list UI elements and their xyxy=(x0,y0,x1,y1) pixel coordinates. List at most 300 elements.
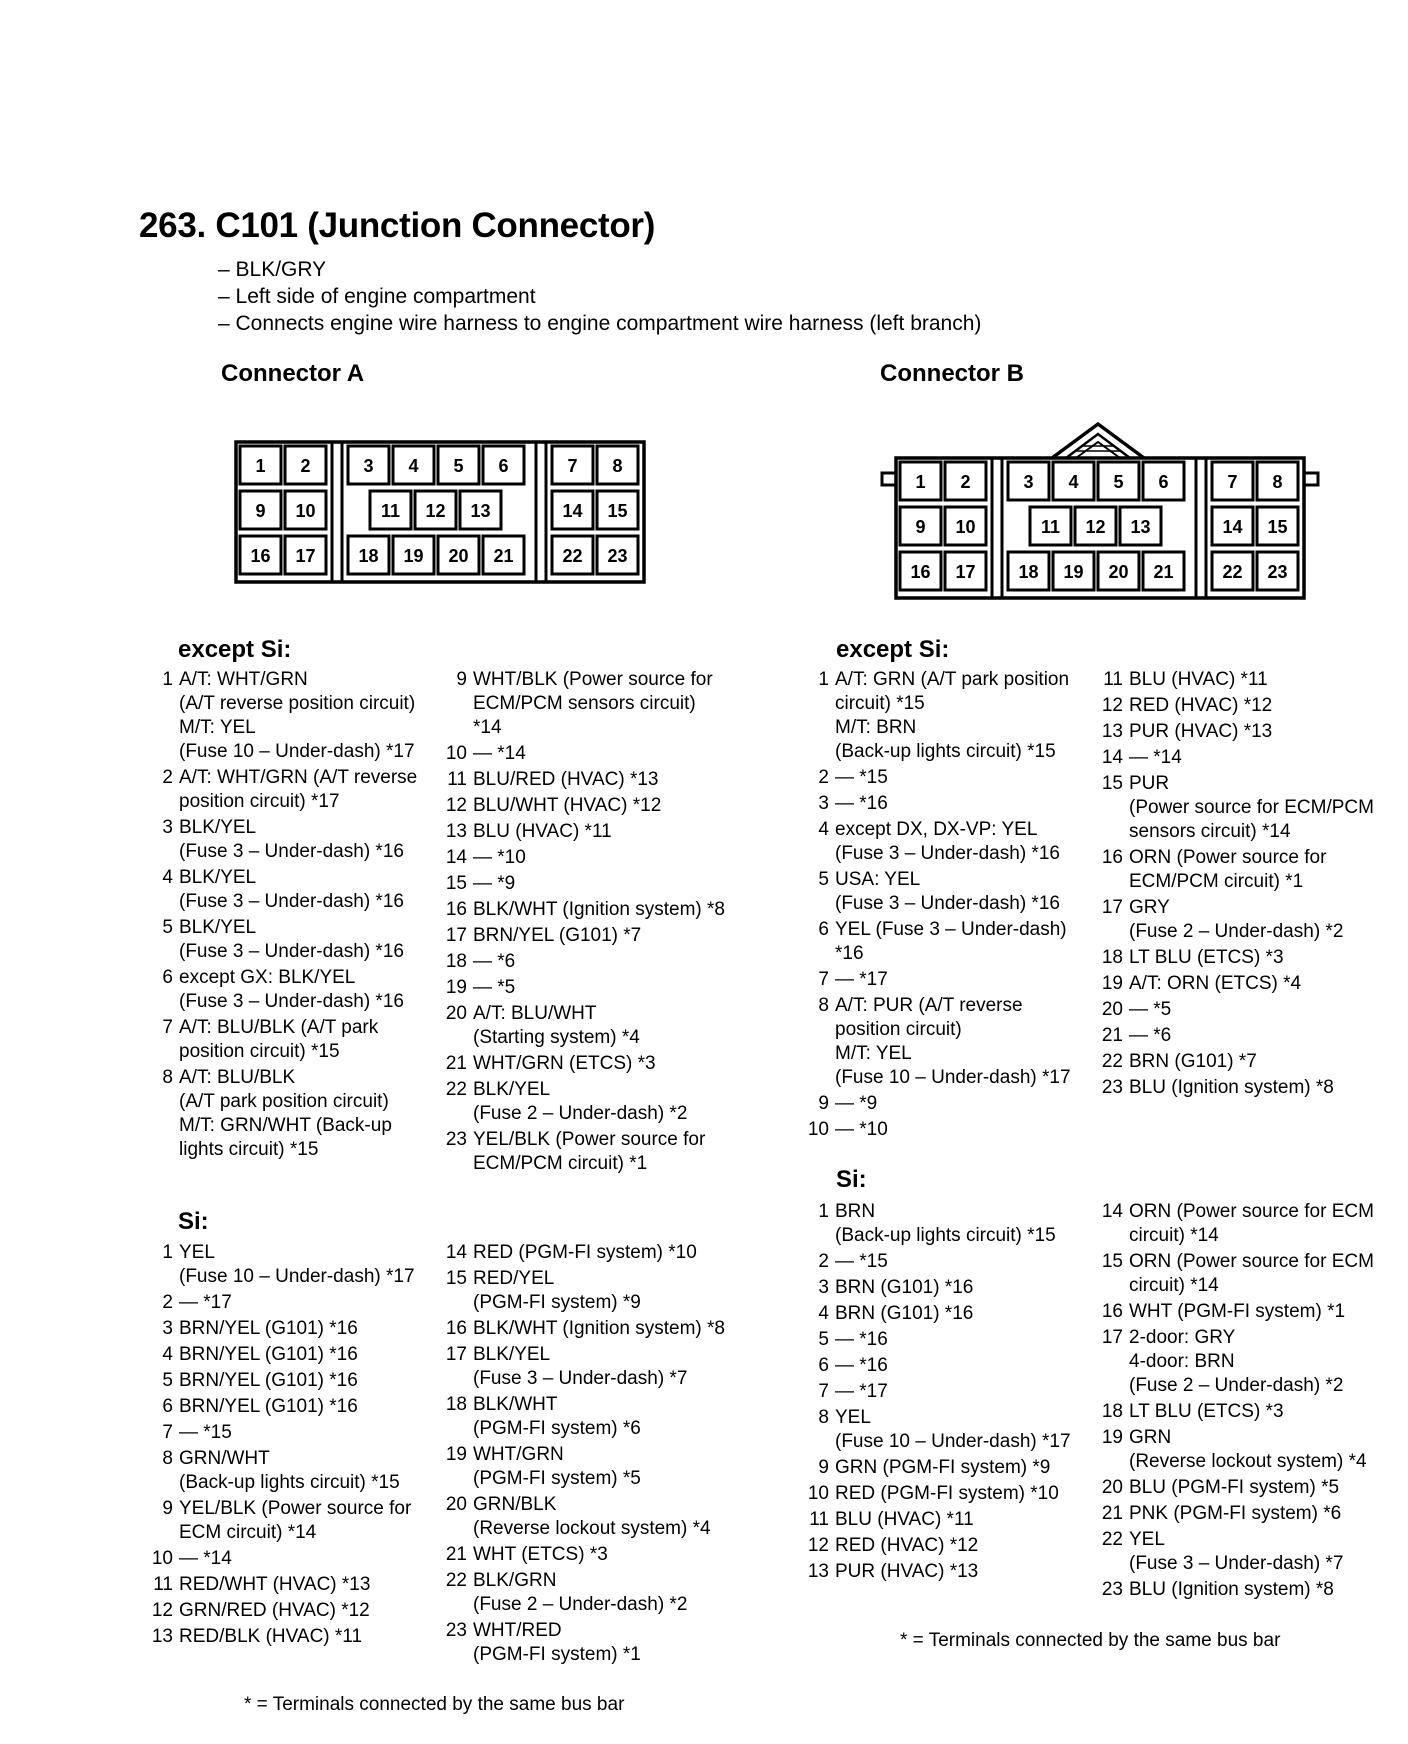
pin-description-line: BLU (Ignition system) *8 xyxy=(1129,1579,1334,1600)
pin-description-line: A/T: GRN (A/T park position xyxy=(835,669,1070,690)
a-si-col2 xyxy=(444,1241,725,1667)
pin-description-line: M/T: YEL xyxy=(179,717,256,738)
pin-entry xyxy=(150,966,417,1014)
pin-number: 10 xyxy=(151,1548,173,1569)
cavity-number: 22 xyxy=(1222,562,1243,582)
pin-description-line: A/T: ORN (ETCS) *4 xyxy=(1129,973,1302,994)
pin-description-line: BRN xyxy=(835,1201,876,1222)
pin-number: 17 xyxy=(445,1344,467,1365)
a-si-col1 xyxy=(150,1241,415,1649)
pin-entry xyxy=(150,1066,417,1162)
pin-description-line: position circuit) *15 xyxy=(179,1041,340,1062)
pin-number: 17 xyxy=(445,925,467,946)
cavity-number: 3 xyxy=(363,456,374,476)
connector-description xyxy=(218,256,981,337)
pin-description-line: GRN/WHT xyxy=(179,1448,270,1469)
pin-number: 19 xyxy=(1101,973,1123,994)
pin-entry xyxy=(150,1343,415,1367)
pin-entry xyxy=(444,1002,725,1050)
pin-description-line: BRN (G101) *7 xyxy=(1129,1051,1257,1072)
pin-entry xyxy=(150,1291,415,1315)
cavity-number: 15 xyxy=(1267,517,1288,537)
pin-entry xyxy=(444,1267,725,1315)
b-except-si-col2 xyxy=(1100,668,1374,1100)
pin-description-line: BRN (G101) *16 xyxy=(835,1303,974,1324)
pin-number: 16 xyxy=(1101,1301,1123,1322)
pin-description-line: *16 xyxy=(835,943,864,964)
pin-number: 1 xyxy=(162,1242,173,1263)
pin-number: 15 xyxy=(445,1268,467,1289)
pin-entry xyxy=(444,1443,725,1491)
pin-description-line: BLU/RED (HVAC) *13 xyxy=(473,769,659,790)
pin-description-line: RED (PGM-FI system) *10 xyxy=(473,1242,697,1263)
cavity-number: 5 xyxy=(1113,472,1124,492)
pin-description-line: (A/T park position circuit) xyxy=(179,1091,389,1112)
cavity-number: 2 xyxy=(300,456,311,476)
pin-entry xyxy=(444,1078,725,1126)
pin-number: 14 xyxy=(1101,1201,1123,1222)
cavity-number: 4 xyxy=(408,456,419,476)
pin-description-line: YEL/BLK (Power source for xyxy=(179,1498,412,1519)
pin-description-line: BLK/YEL xyxy=(473,1079,551,1100)
pin-number: 7 xyxy=(162,1017,173,1038)
pin-description-line: BRN/YEL (G101) *16 xyxy=(179,1370,358,1391)
pin-description-line: (Fuse 3 – Under-dash) *7 xyxy=(1129,1553,1344,1574)
pin-entry xyxy=(1100,668,1374,692)
pin-description-line: LT BLU (ETCS) *3 xyxy=(1129,1401,1284,1422)
pin-entry xyxy=(150,1241,415,1289)
pin-number: 11 xyxy=(809,1509,829,1530)
pin-entry xyxy=(150,1447,415,1495)
cavity-number: 6 xyxy=(1158,472,1169,492)
pin-entry xyxy=(806,968,1071,992)
cavity-number: 13 xyxy=(470,501,491,521)
pin-description-line: PUR (HVAC) *13 xyxy=(835,1561,979,1582)
pin-description-line: — *16 xyxy=(835,793,888,814)
pin-description-line: position circuit) *17 xyxy=(179,791,340,812)
pin-entry xyxy=(150,1421,415,1445)
cavity-number: 7 xyxy=(567,456,578,476)
pin-entry xyxy=(806,1406,1071,1454)
pin-entry xyxy=(444,668,725,740)
pin-description-line: — *5 xyxy=(1129,999,1172,1020)
cavity-number: 11 xyxy=(380,501,401,521)
pin-entry xyxy=(444,768,725,792)
cavity-number: 14 xyxy=(562,501,583,521)
cavity-number: 9 xyxy=(255,501,266,521)
cavity-number: 13 xyxy=(1130,517,1151,537)
description-line: – Left side of engine compartment xyxy=(218,285,536,308)
cavity-number: 19 xyxy=(403,546,424,566)
pin-number: 18 xyxy=(1101,947,1123,968)
connector-b-heading: Connector B xyxy=(880,360,1024,387)
pin-description-line: (Back-up lights circuit) *15 xyxy=(179,1472,400,1493)
pin-description-line: LT BLU (ETCS) *3 xyxy=(1129,947,1284,968)
pin-description-line: (Fuse 3 – Under-dash) *16 xyxy=(179,891,404,912)
pin-description-line: (Fuse 2 – Under-dash) *2 xyxy=(473,1594,688,1615)
b-si-heading: Si: xyxy=(836,1166,867,1193)
pin-entry xyxy=(806,792,1071,816)
pin-description-line: RED/YEL xyxy=(473,1268,555,1289)
cavity-number: 21 xyxy=(1153,562,1174,582)
pin-number: 6 xyxy=(162,967,173,988)
pin-number: 22 xyxy=(445,1570,467,1591)
cavity-number: 7 xyxy=(1227,472,1238,492)
pin-description-line: — *15 xyxy=(179,1422,232,1443)
pin-entry xyxy=(444,924,725,948)
pin-description-line: BLK/GRN xyxy=(473,1570,557,1591)
pin-number: 14 xyxy=(445,847,467,868)
pin-number: 19 xyxy=(1101,1427,1123,1448)
pin-description-line: (Reverse lockout system) *4 xyxy=(1129,1451,1367,1472)
pin-description-line: (A/T reverse position circuit) xyxy=(179,693,416,714)
pin-number: 20 xyxy=(1101,1477,1123,1498)
pin-description-line: lights circuit) *15 xyxy=(179,1139,319,1160)
pin-number: 13 xyxy=(1101,721,1123,742)
pin-description-line: (PGM-FI system) *6 xyxy=(473,1418,641,1439)
pin-entry xyxy=(444,1317,725,1341)
pin-entry xyxy=(150,866,417,914)
pin-number: 22 xyxy=(1101,1529,1123,1550)
cavity-number: 23 xyxy=(1267,562,1288,582)
pin-entry xyxy=(444,1241,725,1265)
cavity-number: 17 xyxy=(295,546,316,566)
pin-description-line: (Fuse 2 – Under-dash) *2 xyxy=(473,1103,688,1124)
pin-entry xyxy=(1100,946,1374,970)
pin-entry xyxy=(1100,1024,1374,1048)
pin-description-line: (Fuse 3 – Under-dash) *16 xyxy=(179,841,404,862)
cavity-number: 16 xyxy=(910,562,931,582)
pin-entry xyxy=(806,766,1071,790)
pin-description-line: — *15 xyxy=(835,767,888,788)
pin-number: 8 xyxy=(162,1448,173,1469)
pin-description-line: — *17 xyxy=(835,969,888,990)
pin-description-line: RED/WHT (HVAC) *13 xyxy=(179,1574,371,1595)
pin-number: 7 xyxy=(818,969,829,990)
pin-description-line: YEL xyxy=(1129,1529,1165,1550)
pin-number: 23 xyxy=(1101,1579,1123,1600)
pin-entry xyxy=(806,1092,1071,1116)
pin-number: 13 xyxy=(151,1626,173,1647)
pin-number: 3 xyxy=(162,817,173,838)
pin-entry xyxy=(444,1619,725,1667)
pin-entry xyxy=(806,1302,1071,1326)
pin-number: 10 xyxy=(445,743,467,764)
pin-description-line: (PGM-FI system) *1 xyxy=(473,1644,641,1665)
pin-description-line: BLU (HVAC) *11 xyxy=(835,1509,974,1530)
pin-entry xyxy=(1100,1400,1374,1424)
pin-entry xyxy=(444,950,725,974)
pin-number: 22 xyxy=(445,1079,467,1100)
description-line: – BLK/GRY xyxy=(218,258,327,281)
pin-number: 4 xyxy=(162,1344,173,1365)
pin-description-line: ORN (Power source for ECM xyxy=(1129,1201,1374,1222)
pin-entry xyxy=(444,1569,725,1617)
pin-entry xyxy=(444,1493,725,1541)
cavity-number: 14 xyxy=(1222,517,1243,537)
pin-entry xyxy=(444,1128,725,1176)
cavity-number: 4 xyxy=(1068,472,1079,492)
pin-entry xyxy=(806,1534,1071,1558)
pin-entry xyxy=(444,872,725,896)
pin-entry xyxy=(444,1543,725,1567)
pin-number: 17 xyxy=(1101,1327,1123,1348)
pin-entry xyxy=(150,1573,415,1597)
pin-description-line: BLK/WHT xyxy=(473,1394,558,1415)
pin-description-line: (Fuse 3 – Under-dash) *16 xyxy=(835,893,1060,914)
pin-entry xyxy=(1100,694,1374,718)
cavity-number: 11 xyxy=(1040,517,1061,537)
pin-description-line: M/T: BRN xyxy=(835,717,917,738)
pin-description-line: RED (HVAC) *12 xyxy=(1129,695,1273,716)
pin-number: 1 xyxy=(818,669,829,690)
pin-description-line: WHT (PGM-FI system) *1 xyxy=(1129,1301,1346,1322)
pin-number: 6 xyxy=(818,1355,829,1376)
connector-a-diagram xyxy=(234,440,646,584)
pin-number: 21 xyxy=(445,1544,467,1565)
pin-number: 12 xyxy=(151,1600,173,1621)
pin-number: 2 xyxy=(162,767,173,788)
pin-number: 14 xyxy=(1101,747,1123,768)
pin-description-line: WHT/GRN xyxy=(473,1444,564,1465)
pin-entry xyxy=(1100,746,1374,770)
pin-entry xyxy=(806,1276,1071,1300)
pin-description-line: — *10 xyxy=(473,847,526,868)
pin-description-line: USA: YEL xyxy=(835,869,921,890)
pin-description-line: BLU/WHT (HVAC) *12 xyxy=(473,795,662,816)
pin-entry xyxy=(444,1052,725,1076)
pin-description-line: GRN/BLK xyxy=(473,1494,557,1515)
a-except-si-col1 xyxy=(150,668,417,1162)
pin-number: 11 xyxy=(153,1574,173,1595)
pin-description-line: WHT (ETCS) *3 xyxy=(473,1544,608,1565)
pin-entry xyxy=(444,742,725,766)
pin-description-line: except GX: BLK/YEL xyxy=(179,967,356,988)
pin-entry xyxy=(1100,772,1374,844)
pin-description-line: ECM/PCM sensors circuit) xyxy=(473,693,696,714)
pin-number: 12 xyxy=(807,1535,829,1556)
cavity-number: 3 xyxy=(1023,472,1034,492)
cavity-number: 22 xyxy=(562,546,583,566)
cavity-number: 17 xyxy=(955,562,976,582)
pin-description-line: BLK/YEL xyxy=(179,917,257,938)
pin-description-line: BLU (Ignition system) *8 xyxy=(1129,1077,1334,1098)
cavity-number: 10 xyxy=(295,501,316,521)
pin-number: 5 xyxy=(162,917,173,938)
pin-description-line: BLK/WHT (Ignition system) *8 xyxy=(473,899,726,920)
pin-description-line: BRN/YEL (G101) *16 xyxy=(179,1344,358,1365)
pin-entry xyxy=(806,868,1071,916)
pin-description-line: position circuit) xyxy=(835,1019,962,1040)
pin-entry xyxy=(806,1118,1071,1142)
pin-number: 9 xyxy=(456,669,467,690)
pin-entry xyxy=(150,1547,415,1571)
pin-description-line: BLK/YEL xyxy=(179,867,257,888)
pin-number: 23 xyxy=(445,1129,467,1150)
pin-description-line: — *16 xyxy=(835,1355,888,1376)
pin-number: 23 xyxy=(445,1620,467,1641)
pin-entry xyxy=(806,1200,1071,1248)
pin-description-line: — *14 xyxy=(1129,747,1182,768)
pin-description-line: YEL xyxy=(835,1407,871,1428)
pin-entry xyxy=(1100,1250,1374,1298)
pin-description-line: A/T: WHT/GRN xyxy=(179,669,308,690)
pin-number: 5 xyxy=(818,869,829,890)
pin-description-line: A/T: BLU/BLK xyxy=(179,1067,296,1088)
pin-description-line: WHT/BLK (Power source for xyxy=(473,669,713,690)
pin-description-line: circuit) *14 xyxy=(1129,1225,1219,1246)
cavity-number: 21 xyxy=(493,546,514,566)
pin-description-line: (Fuse 3 – Under-dash) *16 xyxy=(835,843,1060,864)
pin-description-line: PUR (HVAC) *13 xyxy=(1129,721,1273,742)
pin-description-line: ECM circuit) *14 xyxy=(179,1522,317,1543)
pin-number: 21 xyxy=(1101,1025,1123,1046)
pin-entry xyxy=(150,816,417,864)
pin-description-line: YEL xyxy=(179,1242,215,1263)
pin-entry xyxy=(150,1395,415,1419)
pin-description-line: (Starting system) *4 xyxy=(473,1027,640,1048)
pin-description-line: ORN (Power source for xyxy=(1129,847,1327,868)
pin-description-line: (Fuse 10 – Under-dash) *17 xyxy=(179,741,415,762)
pin-number: 16 xyxy=(1101,847,1123,868)
pin-number: 4 xyxy=(818,1303,829,1324)
pin-entry xyxy=(1100,720,1374,744)
pin-description-line: M/T: GRN/WHT (Back-up xyxy=(179,1115,392,1136)
pin-entry xyxy=(1100,1200,1374,1248)
pin-description-line: (Fuse 3 – Under-dash) *16 xyxy=(179,991,404,1012)
pin-description-line: (PGM-FI system) *5 xyxy=(473,1468,641,1489)
cavity-number: 20 xyxy=(1108,562,1129,582)
pin-description-line: — *6 xyxy=(473,951,516,972)
b-except-si-col1 xyxy=(806,668,1071,1142)
cavity-number: 15 xyxy=(607,501,628,521)
pin-number: 7 xyxy=(162,1422,173,1443)
pin-description-line: BRN (G101) *16 xyxy=(835,1277,974,1298)
pin-entry xyxy=(1100,998,1374,1022)
pin-number: 9 xyxy=(818,1093,829,1114)
pin-description-line: (Fuse 10 – Under-dash) *17 xyxy=(179,1266,415,1287)
pin-number: 10 xyxy=(807,1119,829,1140)
connector-a-heading: Connector A xyxy=(221,360,365,387)
b-si-col1 xyxy=(806,1200,1071,1584)
pin-description-line: A/T: WHT/GRN (A/T reverse xyxy=(179,767,418,788)
pin-entry xyxy=(1100,1578,1374,1602)
cavity-number: 23 xyxy=(607,546,628,566)
cavity-number: 18 xyxy=(1018,562,1039,582)
pin-number: 18 xyxy=(1101,1401,1123,1422)
pin-entry xyxy=(1100,1476,1374,1500)
pin-number: 7 xyxy=(818,1381,829,1402)
pin-entry xyxy=(150,668,417,764)
pin-description-line: (Back-up lights circuit) *15 xyxy=(835,741,1056,762)
cavity-number: 8 xyxy=(612,456,623,476)
pin-entry xyxy=(444,820,725,844)
pin-description-line: BLK/WHT (Ignition system) *8 xyxy=(473,1318,726,1339)
a-si-heading: Si: xyxy=(178,1208,209,1235)
cavity-number: 12 xyxy=(1085,517,1106,537)
pin-description-line: BLK/YEL xyxy=(179,817,257,838)
pin-entry xyxy=(444,1343,725,1391)
pin-entry xyxy=(1100,1426,1374,1474)
cavity-number: 1 xyxy=(255,456,266,476)
pin-entry xyxy=(1100,846,1374,894)
pin-description-line: BLU (PGM-FI system) *5 xyxy=(1129,1477,1340,1498)
pin-entry xyxy=(806,1482,1071,1506)
pin-entry xyxy=(444,846,725,870)
pin-number: 4 xyxy=(818,819,829,840)
cavity-number: 2 xyxy=(960,472,971,492)
pin-number: 1 xyxy=(818,1201,829,1222)
page-title: 263. C101 (Junction Connector) xyxy=(139,206,656,245)
pin-description-line: 4-door: BRN xyxy=(1129,1351,1235,1372)
pin-number: 8 xyxy=(162,1067,173,1088)
pin-number: 9 xyxy=(162,1498,173,1519)
pin-number: 21 xyxy=(445,1053,467,1074)
pin-entry xyxy=(444,976,725,1000)
pin-number: 8 xyxy=(818,1407,829,1428)
pin-number: 16 xyxy=(445,1318,467,1339)
pin-description-line: (Back-up lights circuit) *15 xyxy=(835,1225,1056,1246)
pin-description-line: (Fuse 10 – Under-dash) *17 xyxy=(835,1431,1071,1452)
pin-number: 9 xyxy=(818,1457,829,1478)
pin-entry xyxy=(150,1599,415,1623)
pin-number: 16 xyxy=(445,899,467,920)
pin-entry xyxy=(1100,1300,1374,1324)
footnote-bus-bar-a: * = Terminals connected by the same bus bar xyxy=(244,1694,625,1715)
pin-description-line: RED (HVAC) *12 xyxy=(835,1535,979,1556)
pin-description-line: BRN/YEL (G101) *7 xyxy=(473,925,642,946)
pin-number: 18 xyxy=(445,951,467,972)
pin-description-line: sensors circuit) *14 xyxy=(1129,821,1291,842)
pin-entry xyxy=(150,1317,415,1341)
pin-number: 11 xyxy=(1103,669,1123,690)
pin-entry xyxy=(150,766,417,814)
pin-description-line: ECM/PCM circuit) *1 xyxy=(473,1153,648,1174)
a-except-si-heading: except Si: xyxy=(178,636,292,663)
pin-description-line: GRN/RED (HVAC) *12 xyxy=(179,1600,370,1621)
pin-description-line: WHT/GRN (ETCS) *3 xyxy=(473,1053,656,1074)
pin-number: 2 xyxy=(818,767,829,788)
pin-number: 20 xyxy=(445,1494,467,1515)
b-si-col2 xyxy=(1100,1200,1374,1602)
pin-number: 6 xyxy=(818,919,829,940)
pin-number: 5 xyxy=(162,1370,173,1391)
pin-entry xyxy=(150,1016,417,1064)
pin-number: 2 xyxy=(818,1251,829,1272)
pin-number: 19 xyxy=(445,1444,467,1465)
pin-entry xyxy=(150,1497,415,1545)
pin-entry xyxy=(1100,1502,1374,1526)
cavity-number: 9 xyxy=(915,517,926,537)
pin-entry xyxy=(806,994,1071,1090)
pin-description-line: M/T: YEL xyxy=(835,1043,912,1064)
cavity-number: 18 xyxy=(358,546,379,566)
pin-number: 20 xyxy=(445,1003,467,1024)
pin-description-line: BRN/YEL (G101) *16 xyxy=(179,1396,358,1417)
pin-number: 23 xyxy=(1101,1077,1123,1098)
pin-description-line: — *14 xyxy=(473,743,526,764)
pin-entry xyxy=(1100,896,1374,944)
pin-description-line: YEL/BLK (Power source for xyxy=(473,1129,706,1150)
pin-number: 13 xyxy=(807,1561,829,1582)
pin-number: 8 xyxy=(818,995,829,1016)
pin-number: 3 xyxy=(162,1318,173,1339)
pin-description-line: YEL (Fuse 3 – Under-dash) xyxy=(835,919,1067,940)
pin-entry xyxy=(806,1560,1071,1584)
pin-description-line: — *17 xyxy=(179,1292,232,1313)
cavity-number: 12 xyxy=(425,501,446,521)
pin-description-line: (Fuse 2 – Under-dash) *2 xyxy=(1129,1375,1344,1396)
